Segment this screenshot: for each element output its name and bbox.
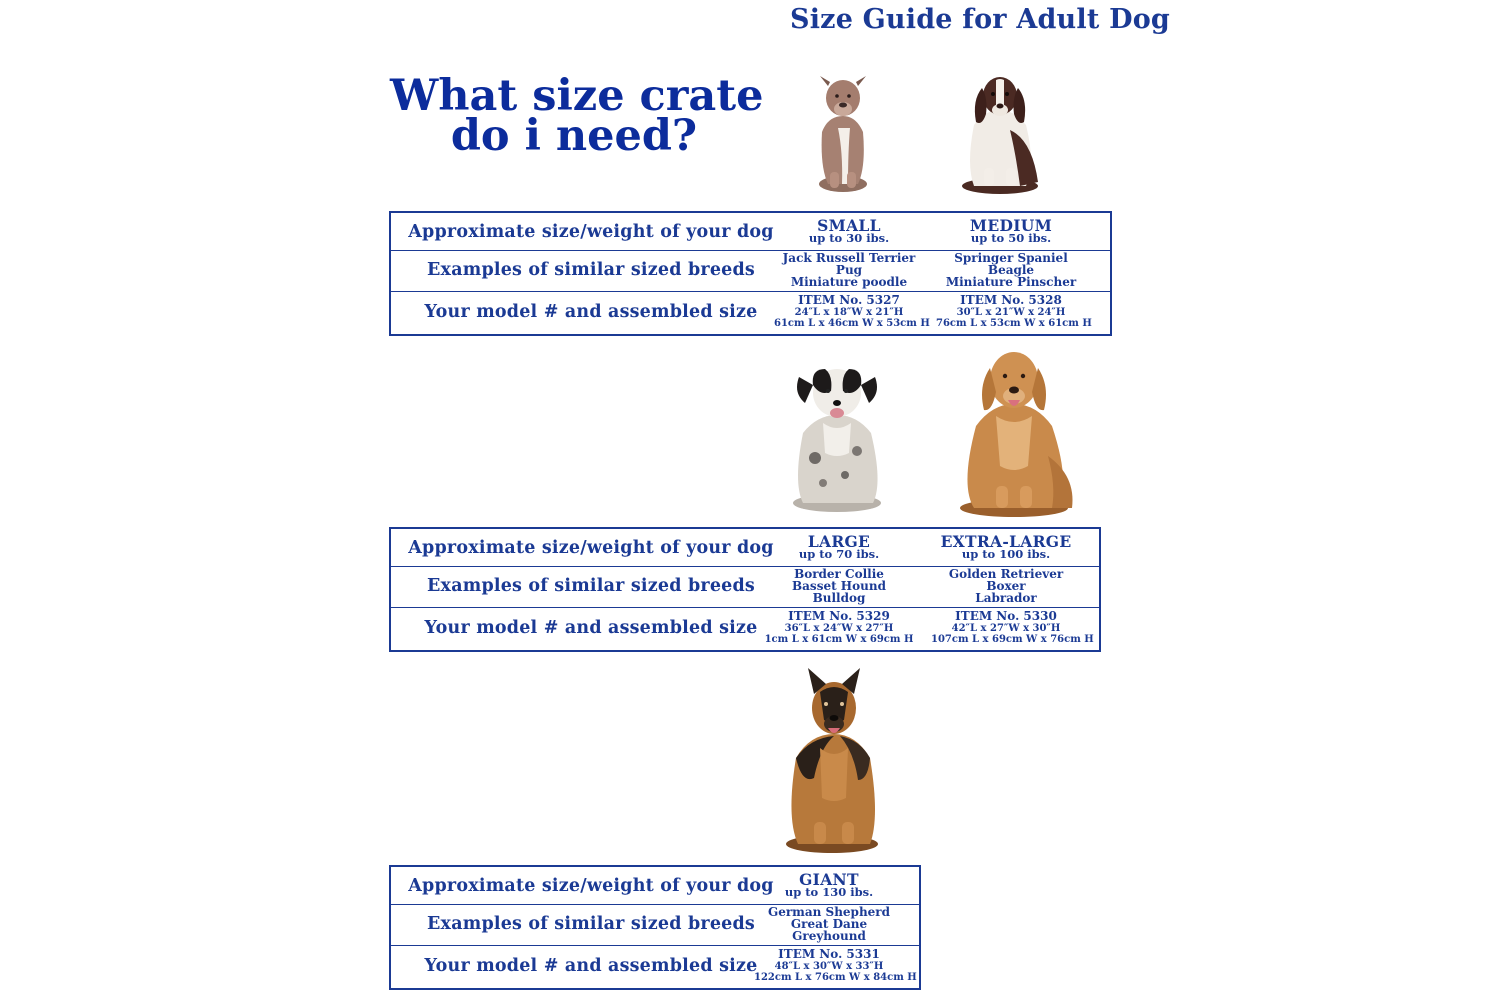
model-row-label: Your model # and assembled size — [424, 302, 758, 322]
size-cell-small — [789, 216, 909, 245]
item-number: ITEM No. 5331 — [778, 947, 880, 961]
breeds-cell-extra-large — [931, 568, 1081, 604]
dimensions-cm: 107cm L x 69cm W x 76cm H — [931, 634, 1094, 645]
breed-name: Pug — [835, 263, 863, 277]
breeds-row — [391, 250, 1110, 291]
size-row — [391, 213, 1110, 250]
item-number: ITEM No. 5330 — [955, 609, 1057, 623]
size-weight: up to 130 ibs. — [784, 885, 874, 899]
breed-name: Greyhound — [792, 929, 866, 943]
size-name: GIANT — [799, 870, 859, 889]
breeds-row — [391, 566, 1099, 607]
model-cell-large — [764, 610, 914, 645]
size-cell-extra-large — [931, 532, 1081, 561]
breeds-cell-medium — [936, 252, 1086, 288]
item-number: ITEM No. 5327 — [798, 293, 900, 307]
model-cell-giant — [754, 947, 917, 983]
dimensions-cm: 1cm L x 61cm W x 69cm H — [764, 634, 914, 645]
breeds-row — [391, 904, 919, 945]
size-name: LARGE — [807, 532, 871, 551]
breed-name: Jack Russell Terrier — [782, 251, 916, 265]
size-table-small-medium — [389, 211, 1112, 336]
headline — [390, 71, 764, 161]
size-row — [391, 529, 1099, 566]
headline-line-2: do i need? — [450, 111, 698, 161]
size-name: EXTRA-LARGE — [940, 532, 1072, 551]
golden-retriever-image — [952, 346, 1077, 518]
page-title: Size Guide for Adult Dog — [790, 4, 1171, 35]
dimensions-cm: 76cm L x 53cm W x 61cm H — [936, 318, 1092, 329]
breeds-row-label: Examples of similar sized breeds — [427, 260, 755, 280]
breed-name: Great Dane — [790, 917, 868, 931]
dimensions-inches: 24″L x 18″W x 21″H — [794, 307, 904, 318]
border-collie-mix-image — [785, 363, 890, 513]
breed-name: Bulldog — [812, 591, 866, 605]
size-weight: up to 70 ibs. — [798, 547, 880, 561]
dimensions-inches: 30″L x 21″W x 24″H — [956, 307, 1066, 318]
dimensions-cm: 61cm L x 46cm W x 53cm H — [774, 318, 930, 329]
model-row — [391, 945, 919, 989]
springer-spaniel-image — [950, 70, 1050, 195]
breed-name: Basset Hound — [792, 579, 886, 593]
headline-line-1: What size crate — [390, 71, 764, 121]
size-name: MEDIUM — [969, 216, 1053, 235]
breed-name: Boxer — [986, 579, 1026, 593]
model-cell-small — [774, 293, 930, 329]
breeds-cell-small — [779, 252, 919, 288]
size-row-label: Approximate size/weight of your dog — [408, 222, 774, 242]
size-cell-giant — [769, 870, 889, 899]
item-number: ITEM No. 5328 — [960, 293, 1062, 307]
model-cell-medium — [936, 293, 1092, 329]
size-row — [391, 867, 919, 904]
model-row — [391, 291, 1110, 335]
dimensions-inches: 36″L x 24″W x 27″H — [784, 623, 894, 634]
breeds-row-label: Examples of similar sized breeds — [427, 914, 755, 934]
german-shepherd-image — [780, 668, 885, 853]
size-table-giant — [389, 865, 921, 990]
model-cell-extra-large — [931, 609, 1094, 645]
size-cell-large — [779, 532, 899, 561]
item-number: ITEM No. 5329 — [788, 609, 890, 623]
size-row-label: Approximate size/weight of your dog — [408, 876, 774, 896]
breed-name: Golden Retriever — [948, 567, 1064, 581]
breed-name: Labrador — [975, 591, 1037, 605]
dimensions-cm: 122cm L x 76cm W x 84cm H — [754, 972, 917, 983]
breed-name: Miniature Pinscher — [945, 275, 1077, 289]
breeds-row-label: Examples of similar sized breeds — [427, 576, 755, 596]
size-name: SMALL — [817, 216, 881, 235]
size-weight: up to 50 ibs. — [970, 231, 1052, 245]
model-row — [391, 607, 1099, 651]
breed-name: Springer Spaniel — [954, 251, 1068, 265]
dimensions-inches: 48″L x 30″W x 33″H — [774, 961, 884, 972]
size-row-label: Approximate size/weight of your dog — [408, 538, 774, 558]
size-weight: up to 30 ibs. — [808, 231, 890, 245]
size-cell-medium — [941, 216, 1081, 245]
model-row-label: Your model # and assembled size — [424, 618, 758, 638]
model-row-label: Your model # and assembled size — [424, 956, 758, 976]
size-weight: up to 100 ibs. — [961, 547, 1051, 561]
size-table-large-xl — [389, 527, 1101, 652]
breed-name: Border Collie — [794, 567, 884, 581]
dimensions-inches: 42″L x 27″W x 30″H — [951, 623, 1061, 634]
breed-name: Miniature poodle — [790, 275, 908, 289]
breeds-cell-giant — [759, 906, 899, 942]
breed-name: German Shepherd — [767, 905, 891, 919]
pitbull-puppy-image — [808, 72, 878, 194]
breed-name: Beagle — [987, 263, 1035, 277]
breeds-cell-large — [769, 568, 909, 604]
